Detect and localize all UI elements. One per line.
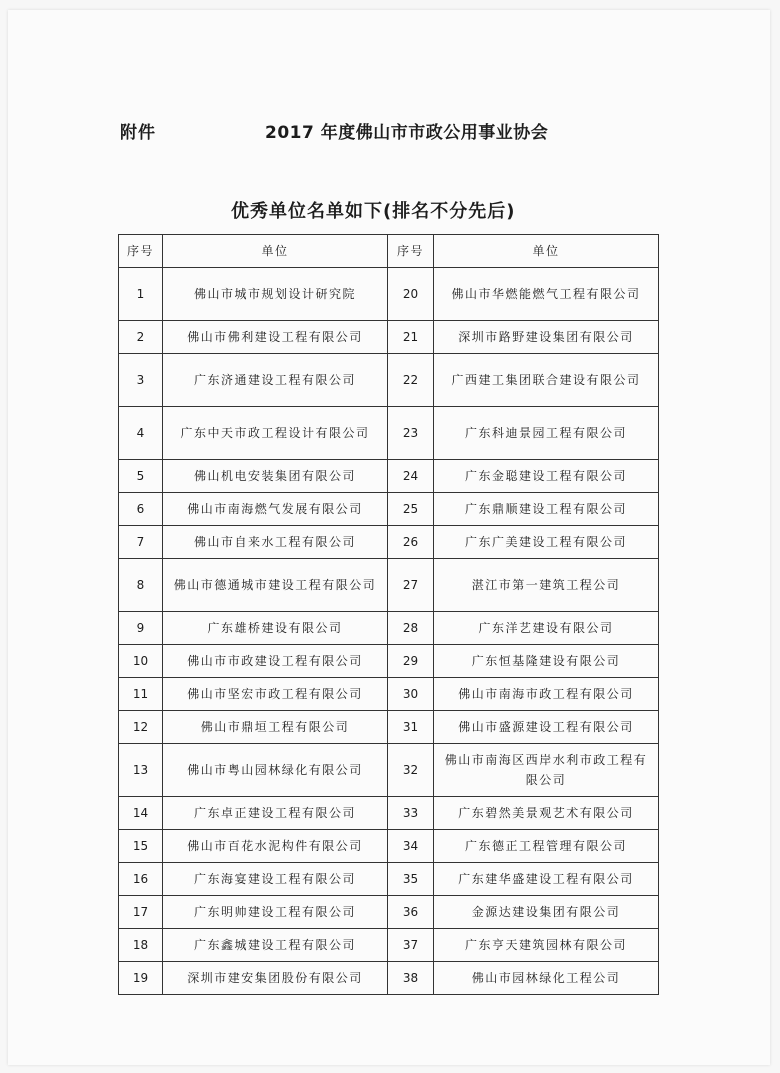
serial-left-cell: 14 bbox=[119, 797, 163, 830]
unit-left-cell: 广东明帅建设工程有限公司 bbox=[163, 896, 388, 929]
unit-left-cell: 佛山市自来水工程有限公司 bbox=[163, 526, 388, 559]
serial-right-cell: 26 bbox=[388, 526, 434, 559]
table-row bbox=[119, 711, 659, 744]
header-unit-right: 单位 bbox=[434, 235, 659, 268]
table-row bbox=[119, 929, 659, 962]
unit-right-cell: 佛山市南海区西岸水利市政工程有限公司 bbox=[434, 744, 659, 797]
table-row bbox=[119, 493, 659, 526]
unit-left-cell: 佛山机电安装集团有限公司 bbox=[163, 460, 388, 493]
document-subtitle: 优秀单位名单如下(排名不分先后) bbox=[231, 201, 516, 222]
header-serial-left: 序号 bbox=[119, 235, 163, 268]
unit-left-cell: 佛山市佛利建设工程有限公司 bbox=[163, 321, 388, 354]
serial-left-cell: 1 bbox=[119, 268, 163, 321]
unit-right-cell: 广东碧然美景观艺术有限公司 bbox=[434, 797, 659, 830]
table-row bbox=[119, 268, 659, 321]
serial-right-cell: 34 bbox=[388, 830, 434, 863]
table-header-row bbox=[119, 235, 659, 268]
table-row bbox=[119, 962, 659, 995]
unit-right-cell: 广东广美建设工程有限公司 bbox=[434, 526, 659, 559]
unit-right-cell: 佛山市园林绿化工程公司 bbox=[434, 962, 659, 995]
table-row bbox=[119, 830, 659, 863]
serial-right-cell: 36 bbox=[388, 896, 434, 929]
serial-right-cell: 30 bbox=[388, 678, 434, 711]
serial-left-cell: 10 bbox=[119, 645, 163, 678]
serial-left-cell: 13 bbox=[119, 744, 163, 797]
serial-left-cell: 4 bbox=[119, 407, 163, 460]
serial-left-cell: 16 bbox=[119, 863, 163, 896]
table-row bbox=[119, 612, 659, 645]
unit-right-cell: 广东亨天建筑园林有限公司 bbox=[434, 929, 659, 962]
serial-right-cell: 20 bbox=[388, 268, 434, 321]
serial-right-cell: 21 bbox=[388, 321, 434, 354]
serial-left-cell: 12 bbox=[119, 711, 163, 744]
unit-right-cell: 佛山市华燃能燃气工程有限公司 bbox=[434, 268, 659, 321]
serial-left-cell: 9 bbox=[119, 612, 163, 645]
serial-right-cell: 32 bbox=[388, 744, 434, 797]
unit-left-cell: 广东济通建设工程有限公司 bbox=[163, 354, 388, 407]
serial-right-cell: 24 bbox=[388, 460, 434, 493]
unit-left-cell: 佛山市鼎垣工程有限公司 bbox=[163, 711, 388, 744]
serial-right-cell: 27 bbox=[388, 559, 434, 612]
serial-left-cell: 18 bbox=[119, 929, 163, 962]
serial-left-cell: 7 bbox=[119, 526, 163, 559]
table-row bbox=[119, 896, 659, 929]
unit-right-cell: 广东恒基隆建设有限公司 bbox=[434, 645, 659, 678]
table-row bbox=[119, 678, 659, 711]
serial-left-cell: 8 bbox=[119, 559, 163, 612]
unit-right-cell: 广东德正工程管理有限公司 bbox=[434, 830, 659, 863]
table-row bbox=[119, 744, 659, 797]
unit-right-cell: 佛山市盛源建设工程有限公司 bbox=[434, 711, 659, 744]
table-row bbox=[119, 407, 659, 460]
unit-left-cell: 佛山市德通城市建设工程有限公司 bbox=[163, 559, 388, 612]
unit-right-cell: 广东洋艺建设有限公司 bbox=[434, 612, 659, 645]
unit-right-cell: 广东建华盛建设工程有限公司 bbox=[434, 863, 659, 896]
table-row bbox=[119, 863, 659, 896]
unit-left-cell: 佛山市城市规划设计研究院 bbox=[163, 268, 388, 321]
table-row bbox=[119, 460, 659, 493]
serial-left-cell: 17 bbox=[119, 896, 163, 929]
serial-right-cell: 28 bbox=[388, 612, 434, 645]
header-serial-right: 序号 bbox=[388, 235, 434, 268]
unit-left-cell: 广东卓正建设工程有限公司 bbox=[163, 797, 388, 830]
serial-left-cell: 11 bbox=[119, 678, 163, 711]
table-row bbox=[119, 321, 659, 354]
serial-right-cell: 33 bbox=[388, 797, 434, 830]
serial-right-cell: 29 bbox=[388, 645, 434, 678]
unit-right-cell: 广东金聪建设工程有限公司 bbox=[434, 460, 659, 493]
unit-left-cell: 佛山市粤山园林绿化有限公司 bbox=[163, 744, 388, 797]
serial-right-cell: 38 bbox=[388, 962, 434, 995]
unit-right-cell: 金源达建设集团有限公司 bbox=[434, 896, 659, 929]
unit-left-cell: 佛山市坚宏市政工程有限公司 bbox=[163, 678, 388, 711]
header-unit-left: 单位 bbox=[163, 235, 388, 268]
serial-right-cell: 22 bbox=[388, 354, 434, 407]
serial-left-cell: 5 bbox=[119, 460, 163, 493]
serial-left-cell: 2 bbox=[119, 321, 163, 354]
serial-right-cell: 31 bbox=[388, 711, 434, 744]
table-row bbox=[119, 797, 659, 830]
serial-right-cell: 23 bbox=[388, 407, 434, 460]
unit-left-cell: 广东雄桥建设有限公司 bbox=[163, 612, 388, 645]
unit-right-cell: 广东鼎顺建设工程有限公司 bbox=[434, 493, 659, 526]
unit-left-cell: 佛山市南海燃气发展有限公司 bbox=[163, 493, 388, 526]
serial-right-cell: 35 bbox=[388, 863, 434, 896]
serial-left-cell: 19 bbox=[119, 962, 163, 995]
unit-left-cell: 深圳市建安集团股份有限公司 bbox=[163, 962, 388, 995]
serial-left-cell: 6 bbox=[119, 493, 163, 526]
attachment-label: 附件 bbox=[120, 123, 156, 143]
serial-left-cell: 3 bbox=[119, 354, 163, 407]
unit-left-cell: 佛山市百花水泥构件有限公司 bbox=[163, 830, 388, 863]
table-row bbox=[119, 526, 659, 559]
unit-left-cell: 广东鑫城建设工程有限公司 bbox=[163, 929, 388, 962]
unit-left-cell: 佛山市市政建设工程有限公司 bbox=[163, 645, 388, 678]
excellent-units-table bbox=[118, 234, 659, 995]
serial-right-cell: 37 bbox=[388, 929, 434, 962]
serial-left-cell: 15 bbox=[119, 830, 163, 863]
table-row bbox=[119, 645, 659, 678]
document-title: 2017 年度佛山市市政公用事业协会 bbox=[265, 123, 549, 143]
unit-right-cell: 佛山市南海市政工程有限公司 bbox=[434, 678, 659, 711]
unit-left-cell: 广东海宴建设工程有限公司 bbox=[163, 863, 388, 896]
table-row bbox=[119, 559, 659, 612]
serial-right-cell: 25 bbox=[388, 493, 434, 526]
unit-right-cell: 广西建工集团联合建设有限公司 bbox=[434, 354, 659, 407]
unit-right-cell: 深圳市路野建设集团有限公司 bbox=[434, 321, 659, 354]
unit-left-cell: 广东中天市政工程设计有限公司 bbox=[163, 407, 388, 460]
unit-right-cell: 广东科迪景园工程有限公司 bbox=[434, 407, 659, 460]
table-row bbox=[119, 354, 659, 407]
unit-right-cell: 湛江市第一建筑工程公司 bbox=[434, 559, 659, 612]
